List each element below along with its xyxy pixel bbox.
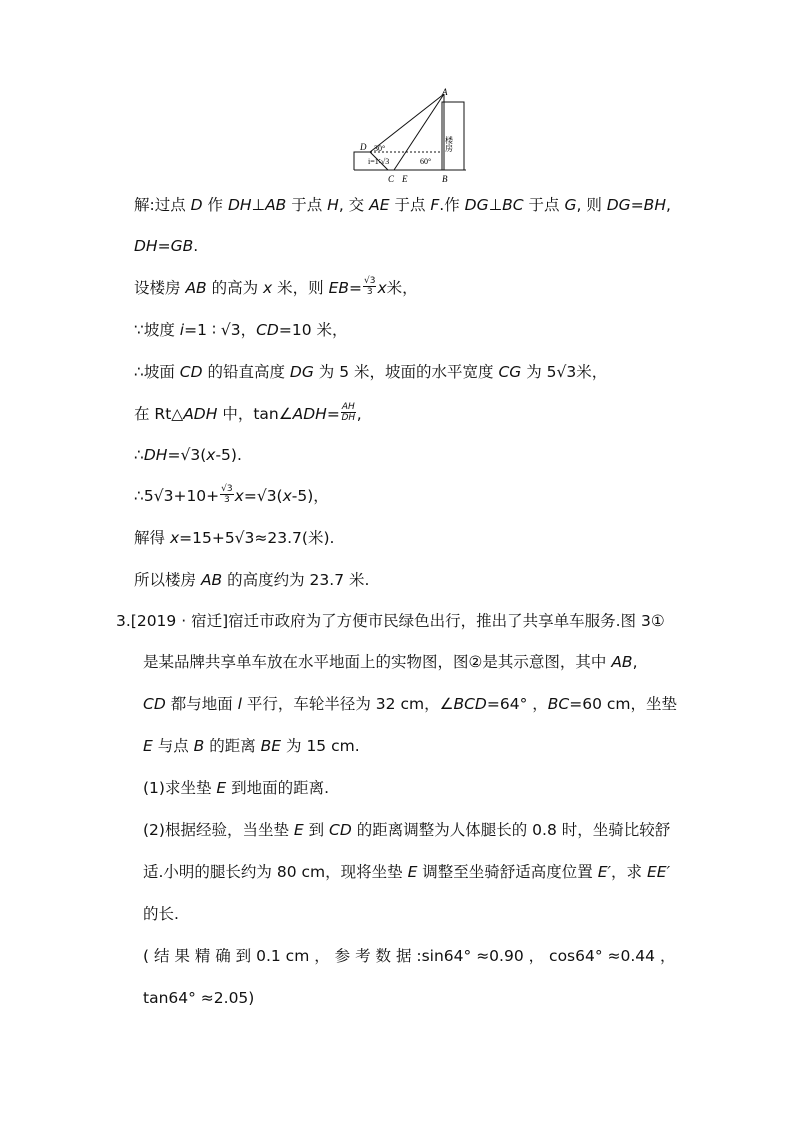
label-building: 楼房: [444, 136, 454, 152]
solution-line-6: 在 Rt△ADH 中，tan∠ADH= $\frac{AH}{DH}$ ,: [134, 402, 362, 423]
building-slope-diagram: [350, 88, 470, 186]
problem-line-3: CD 都与地面 l 平行，车轮半径为 32 cm，∠BCD=64° ，BC=60 cm，坐垫: [143, 695, 677, 713]
label-d: D: [360, 142, 367, 152]
solution-line-9: 解得 x=15+5√3≈23.7(米).: [134, 529, 335, 547]
label-c: C: [388, 174, 395, 184]
solution-line-1: 解:过点 D 作 DH⊥AB 于点 H, 交 AE 于点 F.作 DG⊥BC 于点 G, 则 DG=BH,: [134, 196, 671, 214]
problem-line-4: E 与点 B 的距离 BE 为 15 cm.: [143, 737, 360, 755]
solution-line-2: DH=GB.: [134, 237, 199, 255]
solution-line-8: ∴5√3+10+ $\frac{√3}{3}$ x=√3(x-5)，: [134, 484, 329, 505]
label-slope: i=1∶√3: [368, 157, 390, 166]
solution-line-7: ∴DH=√3(x-5).: [134, 446, 242, 464]
fraction: $\frac{AH}{DH}$: [341, 402, 356, 423]
fraction: $\frac{√3}{3}$: [221, 484, 233, 505]
solution-line-3: 设楼房 AB 的高为 x 米，则 EB= $\frac{√3}{3}$ x米，: [134, 276, 418, 297]
problem-line-2: 是某品牌共享单车放在水平地面上的实物图，图②是其示意图，其中 AB,: [143, 653, 638, 671]
problem-line-5: (1)求坐垫 E 到地面的距离.: [143, 779, 330, 797]
label-a: A: [442, 88, 448, 97]
problem-line-10: tan64° ≈2.05): [143, 989, 255, 1007]
solution-line-4: ∵坡度 i=1 ∶ √3，CD=10 米，: [134, 321, 348, 339]
label-30: 30°: [374, 144, 386, 153]
label-60: 60°: [420, 157, 432, 166]
solution-line-5: ∴坡面 CD 的铅直高度 DG 为 5 米，坡面的水平宽度 CG 为 5√3米，: [134, 363, 608, 381]
label-b: B: [442, 174, 448, 184]
solution-line-10: 所以楼房 AB 的高度约为 23.7 米.: [134, 571, 370, 589]
fraction: $\frac{√3}{3}$: [364, 276, 376, 297]
problem-line-7: 适.小明的腿长约为 80 cm，现将坐垫 E 调整至坐骑舒适高度位置 E′，求 EE′: [143, 863, 671, 881]
problem-line-9: ( 结 果 精 确 到 0.1 cm ， 参 考 数 据 :sin64° ≈0.90 ， cos64° ≈0.44 ，: [143, 947, 676, 965]
label-e: E: [402, 174, 408, 184]
line-ae: [394, 94, 444, 170]
problem-line-6: (2)根据经验，当坐垫 E 到 CD 的距离调整为人体腿长的 0.8 时，坐骑比较舒: [143, 821, 671, 839]
problem-line-1: 3.[2019 · 宿迁]宿迁市政府为了方便市民绿色出行，推出了共享单车服务.图 3①: [116, 612, 665, 630]
problem-line-8: 的长.: [143, 905, 179, 923]
